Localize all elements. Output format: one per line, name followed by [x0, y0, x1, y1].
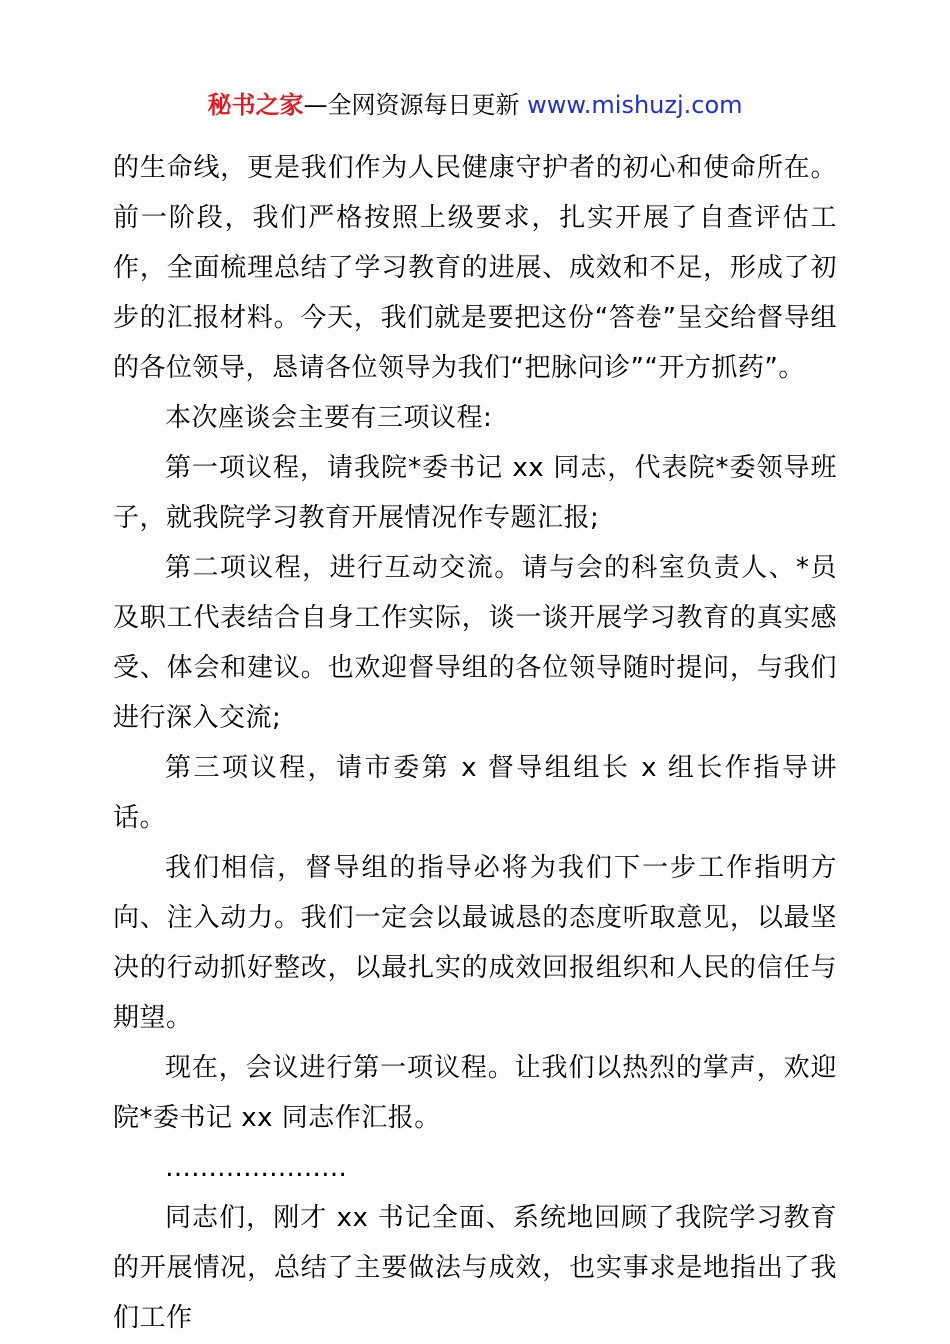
ellipsis-separator: ………………… — [165, 1153, 347, 1183]
brand-name: 秘书之家 — [207, 91, 304, 119]
paragraph-first-item-start: 现在，会议进行第一项议程。让我们以热烈的掌声，欢迎院*委书记 xx 同志作汇报。 — [113, 1053, 837, 1133]
paragraph-agenda-intro: 本次座谈会主要有三项议程: — [165, 403, 493, 433]
paragraph-continued: 的生命线，更是我们作为人民健康守护者的初心和使命所在。前一阶段，我们严格按照上级要求，扎实开展了自查评估工作，全面梳理总结了学习教育的进展、成效和不足，形成了初步的汇报材料。今天，我们就是要把这份“答卷”呈交给督导组的各位领导，恳请各位领导为我们“把脉问诊”“开方抓药”。 — [113, 153, 837, 383]
document-body — [113, 143, 837, 1343]
paragraph-agenda-item-2: 第二项议程，进行互动交流。请与会的科室负责人、*员及职工代表结合自身工作实际，谈一谈开展学习教育的真实感受、体会和建议。也欢迎督导组的各位领导随时提问，与我们进行深入交流; — [113, 553, 837, 733]
page-header — [0, 88, 950, 122]
site-url-link[interactable]: www.mishuzj.com — [527, 91, 743, 119]
paragraph-summary: 同志们，刚才 xx 书记全面、系统地回顾了我院学习教育的开展情况，总结了主要做法与成效，也实事求是地指出了我们工作 — [113, 1203, 837, 1333]
paragraph-agenda-item-1: 第一项议程，请我院*委书记 xx 同志，代表院*委领导班子，就我院学习教育开展情况作专题汇报; — [113, 453, 837, 533]
paragraph-belief: 我们相信，督导组的指导必将为我们下一步工作指明方向、注入动力。我们一定会以最诚恳的态度听取意见，以最坚决的行动抓好整改，以最扎实的成效回报组织和人民的信任与期望。 — [113, 853, 837, 1033]
paragraph-agenda-item-3: 第三项议程，请市委第 x 督导组组长 x 组长作指导讲话。 — [113, 753, 837, 833]
header-tagline: —全网资源每日更新 — [303, 91, 528, 119]
